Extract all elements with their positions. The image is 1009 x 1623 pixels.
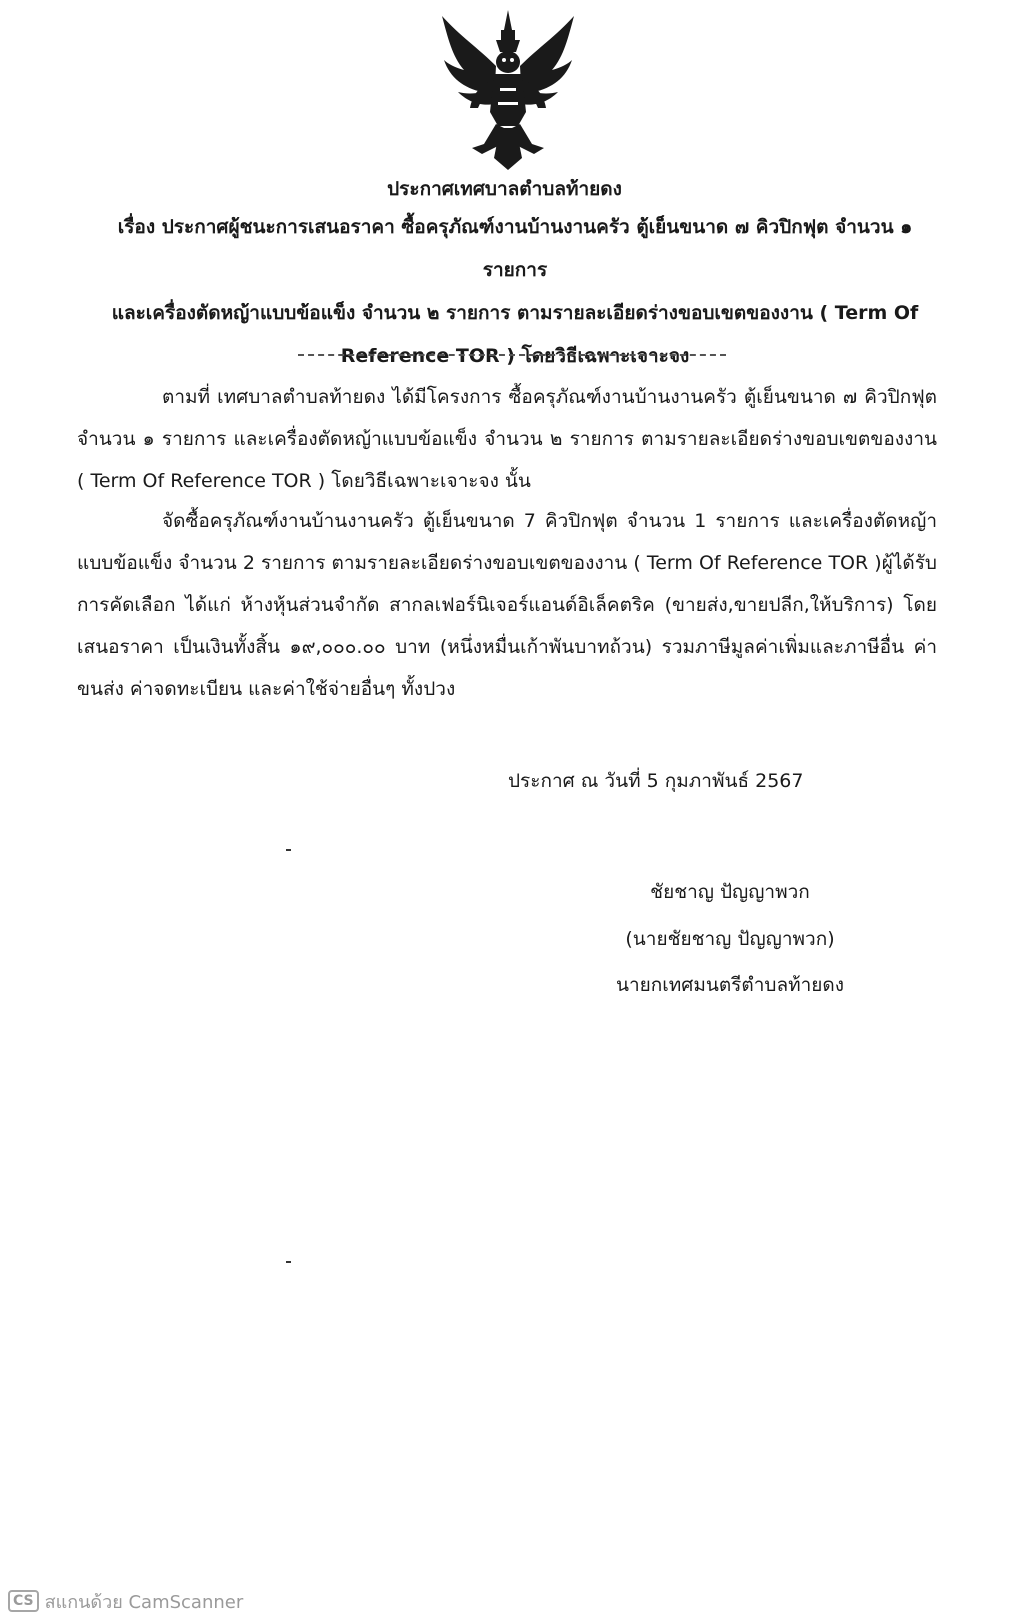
body-paragraph-1: ตามที่ เทศบาลตำบลท้ายดง ได้มีโครงการ ซื้อครุภัณฑ์งานบ้านงานครัว ตู้เย็นขนาด ๗ คิวปิกฟุต จำนวน ๑ รายการ และเครื่องตัดหญ้าแบบข้อแข็ง จำนวน ๒ รายการ ตามรายละเอียดร่างขอบเขตของงาน ( Term Of Reference TOR ) โดยวิธีเฉพาะเจาะจง นั้น — [77, 386, 937, 492]
subject-line-3: Reference TOR ) โดยวิธีเฉพาะเจาะจง — [340, 345, 690, 367]
announcement-date: ประกาศ ณ วันที่ 5 กุมภาพันธ์ 2567 — [508, 770, 804, 792]
divider — [298, 354, 726, 356]
scan-speck — [286, 849, 291, 851]
body-paragraph-2: จัดซื้อครุภัณฑ์งานบ้านงานครัว ตู้เย็นขนาด 7 คิวปิกฟุต จำนวน 1 รายการ และเครื่องตัดหญ้าแบบข้อแข็ง จำนวน 2 รายการ ตามรายละเอียดร่างขอบเขตของงาน ( Term Of Reference TOR )ผู้ได้รับการคัดเลือก ได้แก่ ห้างหุ้นส่วนจำกัด สากลเฟอร์นิเจอร์แอนด์อิเล็คตริค (ขายส่ง,ขายปลีก,ให้บริการ) โดยเสนอราคา เป็นเงินทั้งสิ้น ๑๙,๐๐๐.๐๐ บาท (หนึ่งหมื่นเก้าพันบาทถ้วน) รวมภาษีมูลค่าเพิ่มและภาษีอื่น ค่าขนส่ง ค่าจดทะเบียน และค่าใช้จ่ายอื่นๆ ทั้งปวง — [77, 510, 937, 700]
camscanner-logo-icon: CS — [8, 1590, 39, 1612]
scan-speck — [286, 1261, 291, 1263]
signatory-position: นายกเทศมนตรีตำบลท้ายดง — [615, 974, 845, 996]
announcement-title: ประกาศเทศบาลตำบลท้ายดง — [387, 178, 622, 200]
garuda-emblem-icon — [438, 8, 578, 173]
subject-line-2: และเครื่องตัดหญ้าแบบข้อแข็ง จำนวน ๒ รายการ ตามรายละเอียดร่างขอบเขตของงาน ( Term Of — [111, 302, 919, 324]
watermark-text: สแกนด้วย CamScanner — [44, 1591, 244, 1613]
signature-name: ชัยชาญ ปัญญาพวก — [650, 881, 810, 903]
announcement-subject — [95, 206, 935, 378]
subject-line-1: เรื่อง ประกาศผู้ชนะการเสนอราคา ซื้อครุภัณฑ์งานบ้านงานครัว ตู้เย็นขนาด ๗ คิวปิกฟุต จำนวน ๑ รายการ — [117, 216, 913, 281]
signatory-full-name: (นายชัยชาญ ปัญญาพวก) — [625, 928, 835, 950]
scanner-watermark — [8, 1590, 243, 1612]
